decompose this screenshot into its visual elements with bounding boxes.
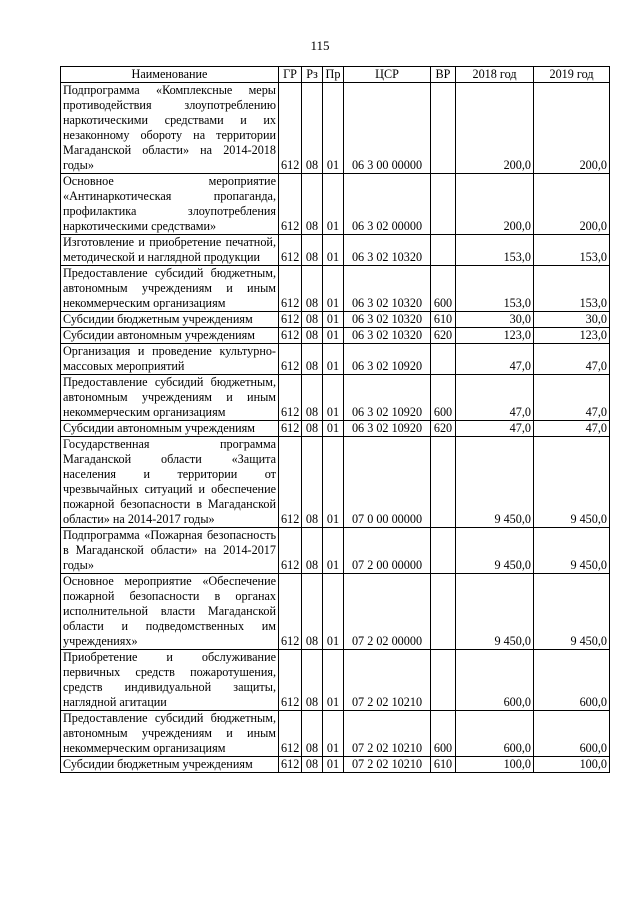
row-pr: 01	[323, 266, 344, 312]
row-2019: 9 450,0	[534, 574, 610, 650]
row-gr: 612	[279, 650, 302, 711]
row-2019: 9 450,0	[534, 437, 610, 528]
row-csr: 06 3 02 10920	[344, 375, 431, 421]
row-rz: 08	[302, 174, 323, 235]
row-gr: 612	[279, 174, 302, 235]
row-name: Предоставление субсидий бюджетным, автономным учреждениям и иным некоммерческим организациям	[61, 266, 279, 312]
row-pr: 01	[323, 328, 344, 344]
row-vr: 620	[431, 421, 456, 437]
header-2018: 2018 год	[456, 67, 534, 83]
row-vr	[431, 344, 456, 375]
row-vr: 600	[431, 711, 456, 757]
row-name: Приобретение и обслуживание первичных средств пожаротушения, средств индивидуальной защиты, наглядной агитации	[61, 650, 279, 711]
row-2019: 600,0	[534, 650, 610, 711]
header-csr: ЦСР	[344, 67, 431, 83]
row-2019: 30,0	[534, 312, 610, 328]
row-vr: 600	[431, 266, 456, 312]
row-2018: 47,0	[456, 421, 534, 437]
row-2019: 200,0	[534, 83, 610, 174]
row-rz: 08	[302, 650, 323, 711]
row-name: Предоставление субсидий бюджетным, автономным учреждениям и иным некоммерческим организациям	[61, 711, 279, 757]
table-row	[61, 266, 610, 312]
row-rz: 08	[302, 266, 323, 312]
row-csr: 07 2 00 00000	[344, 528, 431, 574]
row-vr	[431, 528, 456, 574]
row-pr: 01	[323, 711, 344, 757]
row-name: Субсидии автономным учреждениям	[61, 421, 279, 437]
row-csr: 06 3 02 10320	[344, 312, 431, 328]
table-row	[61, 328, 610, 344]
row-2018: 600,0	[456, 650, 534, 711]
row-2018: 600,0	[456, 711, 534, 757]
row-2019: 47,0	[534, 421, 610, 437]
budget-table	[60, 66, 610, 773]
row-name: Субсидии автономным учреждениям	[61, 328, 279, 344]
row-2018: 200,0	[456, 174, 534, 235]
row-rz: 08	[302, 83, 323, 174]
row-rz: 08	[302, 375, 323, 421]
row-vr	[431, 83, 456, 174]
row-2019: 600,0	[534, 711, 610, 757]
page-number: 115	[310, 38, 330, 53]
row-csr: 06 3 00 00000	[344, 83, 431, 174]
row-gr: 612	[279, 711, 302, 757]
header-gr: ГР	[279, 67, 302, 83]
header-rz: Рз	[302, 67, 323, 83]
row-csr: 06 3 02 10920	[344, 344, 431, 375]
row-2019: 153,0	[534, 235, 610, 266]
row-vr	[431, 650, 456, 711]
row-gr: 612	[279, 235, 302, 266]
row-name: Основное мероприятие «Антинаркотическая пропаганда, профилактика злоупотребления наркотическими средствами»	[61, 174, 279, 235]
table-row	[61, 83, 610, 174]
row-csr: 07 0 00 00000	[344, 437, 431, 528]
row-pr: 01	[323, 235, 344, 266]
row-2018: 200,0	[456, 83, 534, 174]
row-pr: 01	[323, 83, 344, 174]
row-2019: 47,0	[534, 344, 610, 375]
row-csr: 07 2 02 10210	[344, 711, 431, 757]
row-vr: 610	[431, 757, 456, 773]
row-pr: 01	[323, 174, 344, 235]
row-name: Государственная программа Магаданской области «Защита населения и территории от чрезвычайных ситуаций и обеспечение пожарной безопасности в Магаданской области» на 2014-2017 годы»	[61, 437, 279, 528]
row-2019: 9 450,0	[534, 528, 610, 574]
row-csr: 06 3 02 10320	[344, 266, 431, 312]
row-csr: 07 2 02 00000	[344, 574, 431, 650]
row-2018: 9 450,0	[456, 437, 534, 528]
row-rz: 08	[302, 312, 323, 328]
table-row	[61, 528, 610, 574]
row-2019: 47,0	[534, 375, 610, 421]
row-2018: 47,0	[456, 375, 534, 421]
row-name: Субсидии бюджетным учреждениям	[61, 312, 279, 328]
row-csr: 06 3 02 10320	[344, 328, 431, 344]
row-2018: 123,0	[456, 328, 534, 344]
row-pr: 01	[323, 650, 344, 711]
row-rz: 08	[302, 235, 323, 266]
row-pr: 01	[323, 437, 344, 528]
row-pr: 01	[323, 421, 344, 437]
row-csr: 07 2 02 10210	[344, 757, 431, 773]
header-name: Наименование	[61, 67, 279, 83]
row-pr: 01	[323, 344, 344, 375]
row-rz: 08	[302, 528, 323, 574]
table-row	[61, 650, 610, 711]
table-row	[61, 574, 610, 650]
row-csr: 06 3 02 00000	[344, 174, 431, 235]
row-rz: 08	[302, 437, 323, 528]
table-row	[61, 421, 610, 437]
row-2019: 100,0	[534, 757, 610, 773]
row-rz: 08	[302, 328, 323, 344]
row-gr: 612	[279, 528, 302, 574]
row-rz: 08	[302, 421, 323, 437]
row-2019: 200,0	[534, 174, 610, 235]
row-gr: 612	[279, 83, 302, 174]
row-2018: 30,0	[456, 312, 534, 328]
row-name: Основное мероприятие «Обеспечение пожарной безопасности в органах исполнительной власти Магаданской области и подведомственных им учреждениях»	[61, 574, 279, 650]
table-row	[61, 437, 610, 528]
row-name: Подпрограмма «Комплексные меры противодействия злоупотреблению наркотическими средствами и их незаконному обороту на территории Магаданской области» на 2014-2018 годы»	[61, 83, 279, 174]
row-2018: 9 450,0	[456, 528, 534, 574]
row-name: Предоставление субсидий бюджетным, автономным учреждениям и иным некоммерческим организациям	[61, 375, 279, 421]
row-pr: 01	[323, 528, 344, 574]
row-pr: 01	[323, 312, 344, 328]
row-rz: 08	[302, 344, 323, 375]
row-rz: 08	[302, 574, 323, 650]
table-row	[61, 757, 610, 773]
header-pr: Пр	[323, 67, 344, 83]
row-gr: 612	[279, 574, 302, 650]
row-gr: 612	[279, 375, 302, 421]
row-pr: 01	[323, 375, 344, 421]
row-gr: 612	[279, 421, 302, 437]
row-csr: 07 2 02 10210	[344, 650, 431, 711]
row-rz: 08	[302, 757, 323, 773]
table-row	[61, 344, 610, 375]
row-csr: 06 3 02 10920	[344, 421, 431, 437]
row-vr	[431, 235, 456, 266]
row-2019: 123,0	[534, 328, 610, 344]
row-2018: 153,0	[456, 266, 534, 312]
table-row	[61, 711, 610, 757]
row-pr: 01	[323, 574, 344, 650]
header-2019: 2019 год	[534, 67, 610, 83]
row-2018: 100,0	[456, 757, 534, 773]
row-gr: 612	[279, 757, 302, 773]
row-vr: 610	[431, 312, 456, 328]
row-2018: 9 450,0	[456, 574, 534, 650]
table-row	[61, 375, 610, 421]
row-vr	[431, 574, 456, 650]
table-row	[61, 312, 610, 328]
row-name: Изготовление и приобретение печатной, методической и наглядной продукции	[61, 235, 279, 266]
row-vr: 600	[431, 375, 456, 421]
row-2018: 47,0	[456, 344, 534, 375]
row-csr: 06 3 02 10320	[344, 235, 431, 266]
row-vr	[431, 437, 456, 528]
row-name: Подпрограмма «Пожарная безопасность в Магаданской области» на 2014-2017 годы»	[61, 528, 279, 574]
row-2018: 153,0	[456, 235, 534, 266]
row-gr: 612	[279, 437, 302, 528]
row-2019: 153,0	[534, 266, 610, 312]
header-vr: ВР	[431, 67, 456, 83]
row-vr	[431, 174, 456, 235]
row-gr: 612	[279, 344, 302, 375]
table-header-row	[61, 67, 610, 83]
row-gr: 612	[279, 266, 302, 312]
row-gr: 612	[279, 312, 302, 328]
row-name: Организация и проведение культурно-массовых мероприятий	[61, 344, 279, 375]
row-vr: 620	[431, 328, 456, 344]
table-row	[61, 174, 610, 235]
row-pr: 01	[323, 757, 344, 773]
table-row	[61, 235, 610, 266]
row-gr: 612	[279, 328, 302, 344]
row-name: Субсидии бюджетным учреждениям	[61, 757, 279, 773]
row-rz: 08	[302, 711, 323, 757]
